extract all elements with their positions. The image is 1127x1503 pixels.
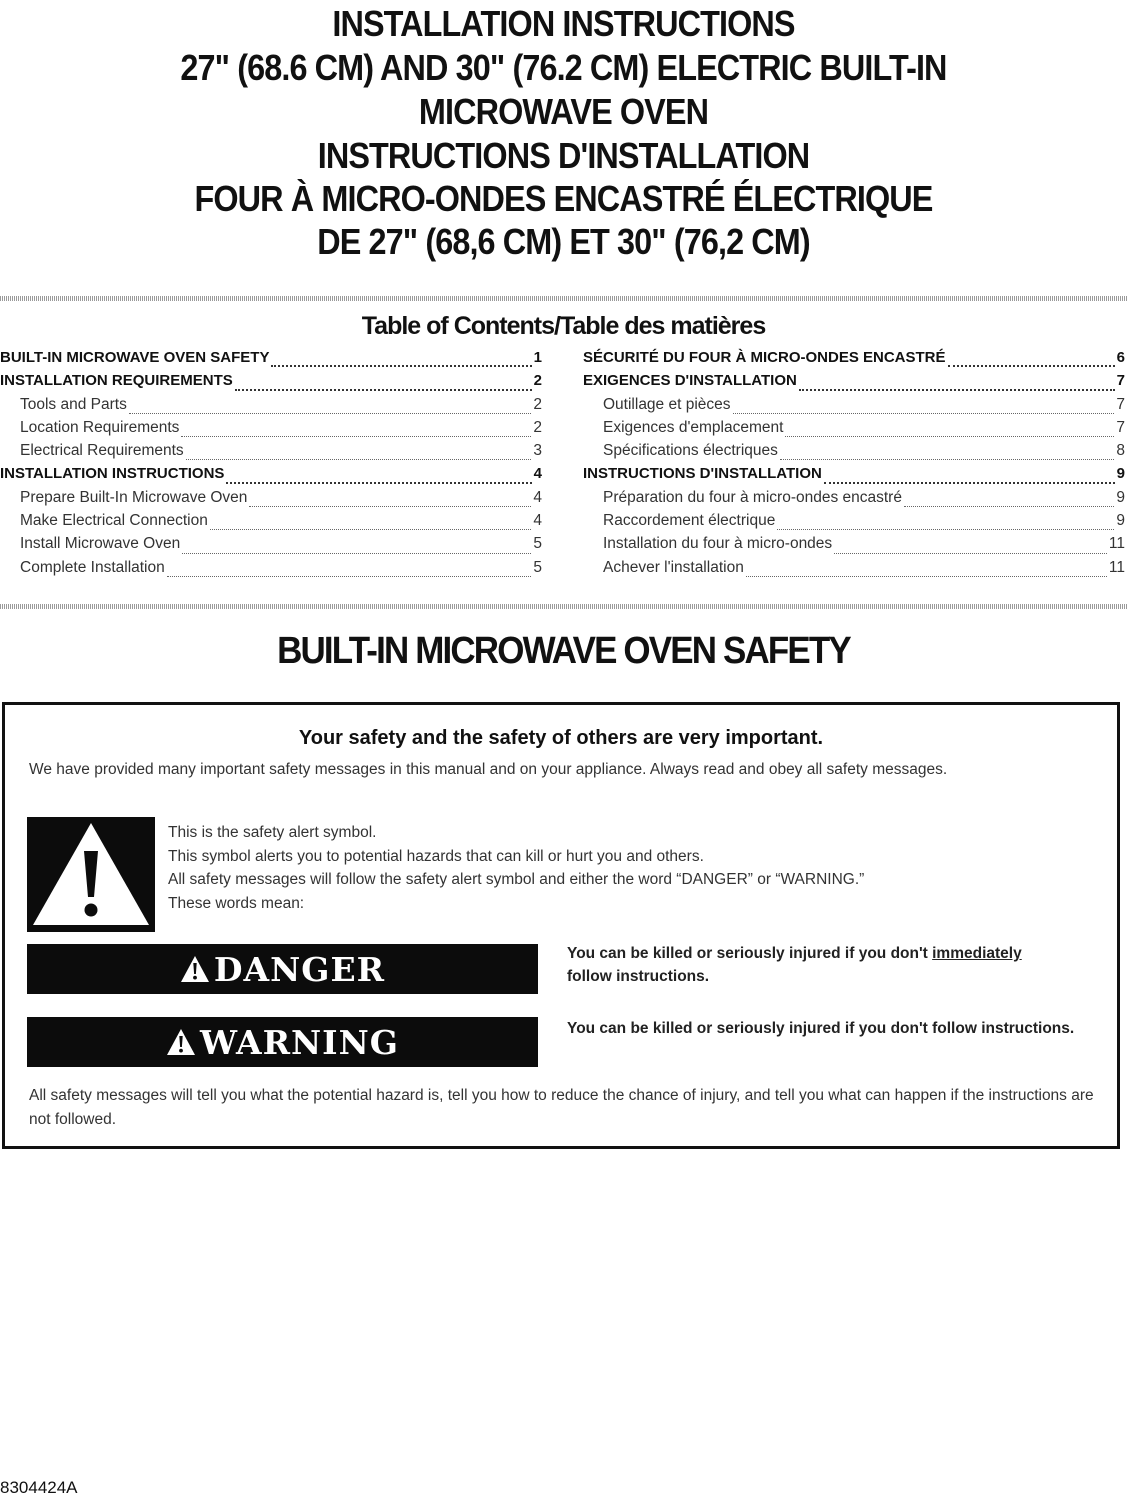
title-en-line-3: MICROWAVE OVEN (418, 91, 709, 132)
safety-alert-triangle-icon (27, 817, 155, 932)
toc-entry-label: Install Microwave Oven (20, 535, 181, 553)
divider-bottom (0, 604, 1127, 609)
toc-entry (583, 442, 1125, 465)
toc-leader-dots (129, 412, 532, 414)
toc-entry (0, 559, 542, 582)
title-en-line-2: 27" (68.6 CM) AND 30" (76.2 CM) ELECTRIC BUILT-IN (180, 47, 947, 88)
toc-entry-page: 9 (1116, 512, 1125, 530)
toc-leader-dots (777, 528, 1114, 530)
toc-entry (583, 419, 1125, 442)
alert-line: These words mean: (168, 894, 305, 912)
toc-entry (583, 512, 1125, 535)
toc-entry-page: 9 (1116, 465, 1125, 483)
toc-leader-dots (785, 435, 1114, 437)
warning-label: WARNING (200, 1022, 399, 1062)
toc-entry-label: Tools and Parts (20, 395, 127, 413)
danger-label: DANGER (213, 949, 386, 989)
toc-leader-dots (948, 364, 1115, 367)
toc-entry (0, 489, 542, 512)
toc-entry-label: EXIGENCES D'INSTALLATION (583, 372, 797, 390)
title-fr-line-3: DE 27" (68,6 CM) ET 30" (76,2 CM) (317, 221, 810, 262)
document-title (0, 2, 1127, 263)
danger-text: You can be killed or seriously injured if you don't (567, 945, 933, 962)
toc-entry (0, 396, 542, 419)
toc-leader-dots (799, 388, 1115, 391)
danger-text-continued: follow instructions. (567, 968, 710, 985)
toc-leader-dots (780, 458, 1114, 460)
danger-description (567, 942, 1107, 988)
title-fr-line-2: FOUR À MICRO-ONDES ENCASTRÉ ÉLECTRIQUE (194, 178, 933, 219)
toc-entry (0, 419, 542, 442)
toc-entry (583, 372, 1125, 395)
section-title: BUILT-IN MICROWAVE OVEN SAFETY (277, 630, 850, 672)
toc-column-english (0, 349, 542, 582)
toc-entry-page: 1 (533, 349, 542, 366)
toc-heading: Table of Contents/Table des matières (361, 312, 766, 340)
toc-entry (583, 535, 1125, 558)
toc-entry-page: 5 (533, 535, 542, 553)
toc-entry (583, 489, 1125, 512)
toc-entry-page: 2 (533, 372, 542, 390)
danger-emphasis: immediately (932, 945, 1022, 962)
toc-entry (583, 559, 1125, 582)
toc-entry-label: Préparation du four à micro-ondes encastré (603, 488, 902, 506)
toc-leader-dots (210, 528, 532, 530)
toc-entry-label: Electrical Requirements (20, 442, 184, 460)
safety-closing: All safety messages will tell you what the potential hazard is, tell you how to reduce the chance of injury, and tell you what can happen if the instructions are not followed. (29, 1087, 1094, 1128)
toc-entry-page: 6 (1116, 349, 1125, 366)
alert-line: All safety messages will follow the safety alert symbol and either the word “DANGER” or “WARNING.” (168, 871, 865, 888)
toc-entry-label: INSTRUCTIONS D'INSTALLATION (583, 465, 822, 483)
toc-entry-label: Prepare Built-In Microwave Oven (20, 488, 248, 506)
toc-entry-label: Spécifications électriques (603, 442, 778, 460)
toc-entry-label: INSTALLATION REQUIREMENTS (0, 372, 233, 390)
alert-triangle-icon (166, 1028, 196, 1056)
toc-entry-label: INSTALLATION INSTRUCTIONS (0, 465, 225, 483)
toc-entry-label: Exigences d'emplacement (603, 418, 784, 436)
alert-line: This symbol alerts you to potential hazards that can kill or hurt you and others. (168, 847, 704, 865)
toc-leader-dots (226, 481, 531, 484)
toc-leader-dots (249, 505, 531, 507)
toc-entry-page: 4 (533, 488, 542, 506)
toc-entry-label: Make Electrical Connection (20, 512, 208, 530)
toc-entry (0, 535, 542, 558)
alert-triangle-icon (180, 955, 210, 983)
toc-entry-page: 4 (533, 512, 542, 530)
safety-box (2, 702, 1120, 1149)
toc-entry-page: 2 (533, 418, 542, 436)
toc-entry (0, 465, 542, 488)
toc-entry-page: 7 (1116, 395, 1125, 413)
document-number: 8304424A (0, 1478, 78, 1497)
toc-entry (583, 465, 1125, 488)
toc-entry (0, 442, 542, 465)
warning-label-bar (27, 1017, 538, 1067)
toc-entry-label: Outillage et pièces (603, 395, 731, 413)
toc-entry-page: 4 (533, 465, 542, 483)
toc-entry-label: BUILT-IN MICROWAVE OVEN SAFETY (0, 349, 270, 366)
toc-column-french (583, 349, 1125, 582)
toc-leader-dots (824, 481, 1115, 484)
toc-entry-page: 7 (1116, 372, 1125, 390)
toc-entry (0, 512, 542, 535)
toc-entry-page: 9 (1116, 488, 1125, 506)
toc-entry-page: 2 (533, 395, 542, 413)
toc-entry-label: Complete Installation (20, 558, 165, 576)
toc-entry-page: 8 (1116, 442, 1125, 460)
toc-leader-dots (186, 458, 532, 460)
toc-entry-label: Achever l'installation (603, 558, 744, 576)
toc-leader-dots (746, 575, 1107, 577)
toc-entry-label: Location Requirements (20, 418, 180, 436)
toc-leader-dots (733, 412, 1115, 414)
toc-entry-label: Installation du four à micro-ondes (603, 535, 833, 553)
toc-entry-page: 11 (1108, 558, 1125, 576)
title-en-line-1: INSTALLATION INSTRUCTIONS (332, 3, 795, 44)
toc-entry-page: 3 (533, 442, 542, 460)
warning-description: You can be killed or seriously injured if you don't follow instructions. (567, 1020, 1075, 1037)
toc-entry-label: Raccordement électrique (603, 512, 776, 530)
divider-top (0, 296, 1127, 301)
safety-heading: Your safety and the safety of others are very important. (298, 727, 824, 749)
toc-entry (583, 396, 1125, 419)
title-fr-line-1: INSTRUCTIONS D'INSTALLATION (317, 135, 810, 176)
toc-leader-dots (271, 364, 531, 367)
toc-entry (583, 349, 1125, 372)
toc-entry (0, 372, 542, 395)
alert-description (168, 821, 1068, 915)
toc-leader-dots (904, 505, 1114, 507)
safety-intro: We have provided many important safety messages in this manual and on your appliance. Always read and obey all safety messages. (29, 761, 948, 778)
toc-leader-dots (834, 552, 1107, 554)
toc-leader-dots (182, 552, 531, 554)
alert-line: This is the safety alert symbol. (168, 824, 377, 841)
toc-entry-page: 11 (1108, 535, 1125, 553)
toc-entry-label: SÉCURITÉ DU FOUR À MICRO-ONDES ENCASTRÉ (583, 349, 946, 366)
toc-leader-dots (181, 435, 531, 437)
toc-entry (0, 349, 542, 372)
toc-leader-dots (235, 388, 532, 391)
toc-leader-dots (167, 575, 532, 577)
toc-entry-page: 7 (1116, 418, 1125, 436)
toc-entry-page: 5 (533, 558, 542, 576)
danger-label-bar (27, 944, 538, 994)
